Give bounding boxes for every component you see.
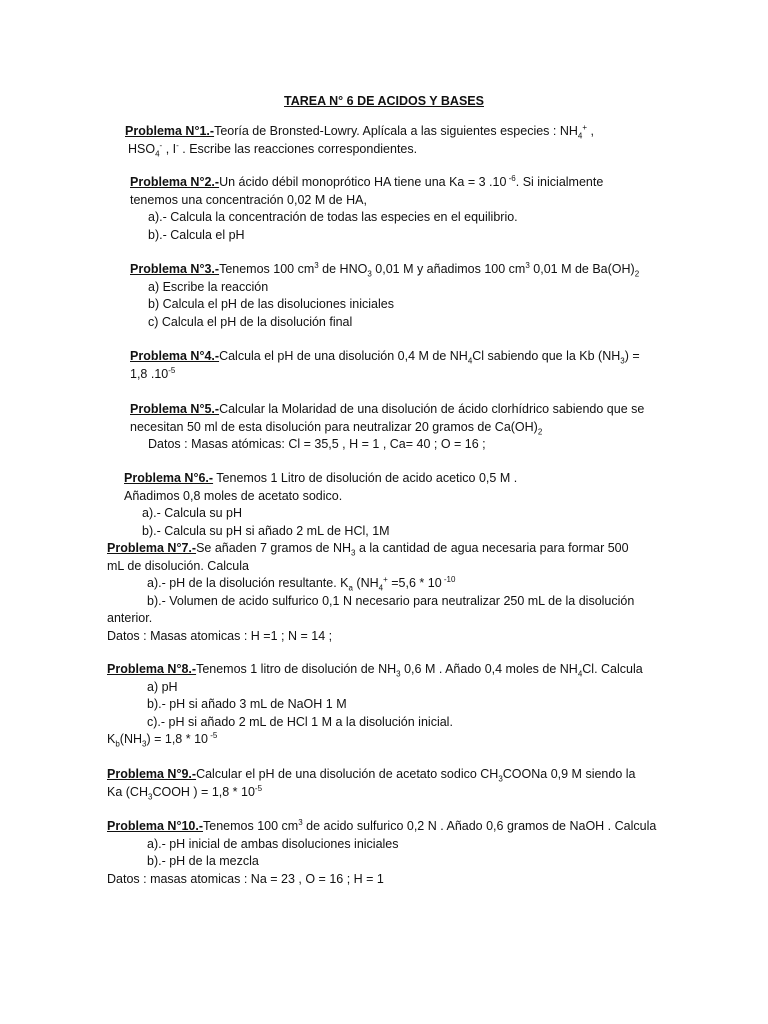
text: mL de disolución. Calcula [107,558,249,573]
text: (NH [352,576,379,590]
text: K [107,732,116,746]
sub: 3 [396,669,401,679]
problem-1 [125,122,685,157]
item-b: b).- pH si añado 3 mL de NaOH 1 M [147,697,347,711]
datos: Datos : masas atomicas : Na = 23 , O = 16 ; H = 1 [107,871,384,886]
problem-4 [130,347,690,382]
problem-10 [107,817,667,887]
item-c: c) Calcula el pH de la disolución final [148,314,353,329]
item-c: c).- pH si añado 2 mL de HCl 1 M a la disolución inicial. [147,714,453,729]
text: 0,01 M y añadimos 100 cm [371,262,526,276]
sub: 2 [537,427,543,436]
problem-1-text: Teoría de Bronsted-Lowry. Aplícala a las siguientes especies : NH [214,124,578,138]
item-a: a).- Calcula su pH [142,506,243,520]
text: Tenemos 100 cm [203,819,299,833]
text: de HNO [318,262,368,276]
text: Calcular la Molaridad de una disolución de ácido clorhídrico sabiendo que se [219,402,645,416]
item-a: a).- Calcula la concentración de todas las especies en el equilibrio. [148,210,518,224]
text: necesitan 50 ml de esta disolución para neutralizar 20 gramos de Ca(OH) [130,419,538,434]
sub: 4 [155,149,160,158]
text: , I [162,141,177,156]
text: Cl. Calcula [582,662,643,676]
sub: 4 [577,131,583,141]
text: Calcular el pH de una disolución de acetato sodico CH [196,767,499,781]
problem-6 [124,469,684,539]
problem-8 [107,660,667,748]
text: Calcula el pH de una disolución 0,4 M de NH [219,349,468,363]
problem-9 [107,765,667,800]
text: 1,8 .10 [130,366,169,381]
problem-6-label: Problema N°6.- [124,471,214,485]
sub: 4 [577,669,583,679]
problem-7-label: Problema N°7.- [107,541,197,555]
text: Añadimos 0,8 moles de acetato sodico. [124,488,343,503]
item-a: a) pH [147,679,178,694]
sub: 3 [351,548,356,558]
problem-1-label: Problema N°1.- [125,124,215,138]
sub: 2 [634,269,640,279]
sub: a [348,583,353,593]
sup: - [159,140,163,150]
item-b: b).- Volumen de acido sulfurico 0,1 N necesario para neutralizar 250 mL de la disolución [147,593,635,608]
item-a: a).- pH inicial de ambas disoluciones iniciales [147,836,399,851]
text: 0,01 M de Ba(OH) [529,262,635,276]
text: HSO [128,141,156,156]
sup: -6 [506,173,516,183]
problem-8-label: Problema N°8.- [107,662,197,676]
problem-3 [130,260,690,330]
text: Cl sabiendo que la Kb (NH [472,349,621,363]
sup: -10 [441,574,456,584]
sup: 3 [314,260,319,270]
item-b: b).- Calcula el pH [148,227,245,242]
problem-3-label: Problema N°3.- [130,262,220,276]
text: (NH [119,732,143,746]
sup: + [582,122,588,132]
sup: - [176,140,179,150]
sup: + [383,574,388,584]
text: Tenemos 1 litro de disolución de NH [196,662,397,676]
problem-4-label: Problema N°4.- [130,349,220,363]
text: COONa 0,9 M siendo la [502,767,636,781]
sub: 3 [620,356,625,366]
text: Tenemos 100 cm [219,262,315,276]
text: 0,6 M . Añado 0,4 moles de NH [400,662,578,676]
sup: -5 [254,783,263,793]
sub: 3 [498,774,503,784]
item-b: b) Calcula el pH de las disoluciones iniciales [148,297,394,311]
datos: Datos : Masas atomicas : H =1 ; N = 14 ; [107,628,333,643]
sup: -5 [168,365,176,375]
sub: b [115,739,120,749]
text: ) = [624,349,640,363]
text: a la cantidad de agua necesaria para formar 500 [355,541,629,555]
problem-7 [107,539,727,644]
sub: 3 [147,792,153,801]
text: de acido sulfurico 0,2 N . Añado 0,6 gramos de NaOH . Calcula [302,819,657,833]
problem-2-label: Problema N°2.- [130,175,220,189]
problem-5 [130,400,690,453]
item-b: b).- pH de la mezcla [147,854,259,868]
text: Tenemos 1 Litro de disolución de acido acetico 0,5 M . [213,471,518,485]
text: tenemos una concentración 0,02 M de HA, [130,192,367,207]
item-b: b).- Calcula su pH si añado 2 mL de HCl, 1M [142,523,390,538]
sup: -5 [207,730,218,740]
item-a: a) Escribe la reacción [148,279,269,294]
page-title: TAREA N° 6 DE ACIDOS Y BASES [284,94,484,108]
text: =5,6 * 10 [387,576,442,590]
text: Ka (CH [107,784,148,799]
sub: 3 [142,739,147,749]
text: Se añaden 7 gramos de NH [196,541,352,555]
text: Un ácido débil monoprótico HA tiene una Ka = 3 .10 [219,175,507,189]
text: . Si inicialmente [515,175,604,189]
problem-9-label: Problema N°9.- [107,767,197,781]
sup: 3 [298,817,303,827]
text: COOH ) = 1,8 * 10 [152,784,255,799]
sub: 4 [467,356,473,366]
datos: Datos : Masas atómicas: Cl = 35,5 , H = 1 , Ca= 40 ; O = 16 ; [148,437,486,451]
sub: 3 [367,269,372,279]
problem-5-label: Problema N°5.- [130,402,220,416]
problem-2 [130,173,690,243]
text: . Escribe las reacciones correspondientes. [178,141,418,156]
text: ) = 1,8 * 10 [146,732,208,746]
sub: 4 [378,583,384,593]
text: a).- pH de la disolución resultante. K [147,576,349,590]
text: , [587,124,594,138]
problem-10-label: Problema N°10.- [107,819,204,833]
sup: 3 [525,260,530,270]
text: anterior. [107,611,153,625]
